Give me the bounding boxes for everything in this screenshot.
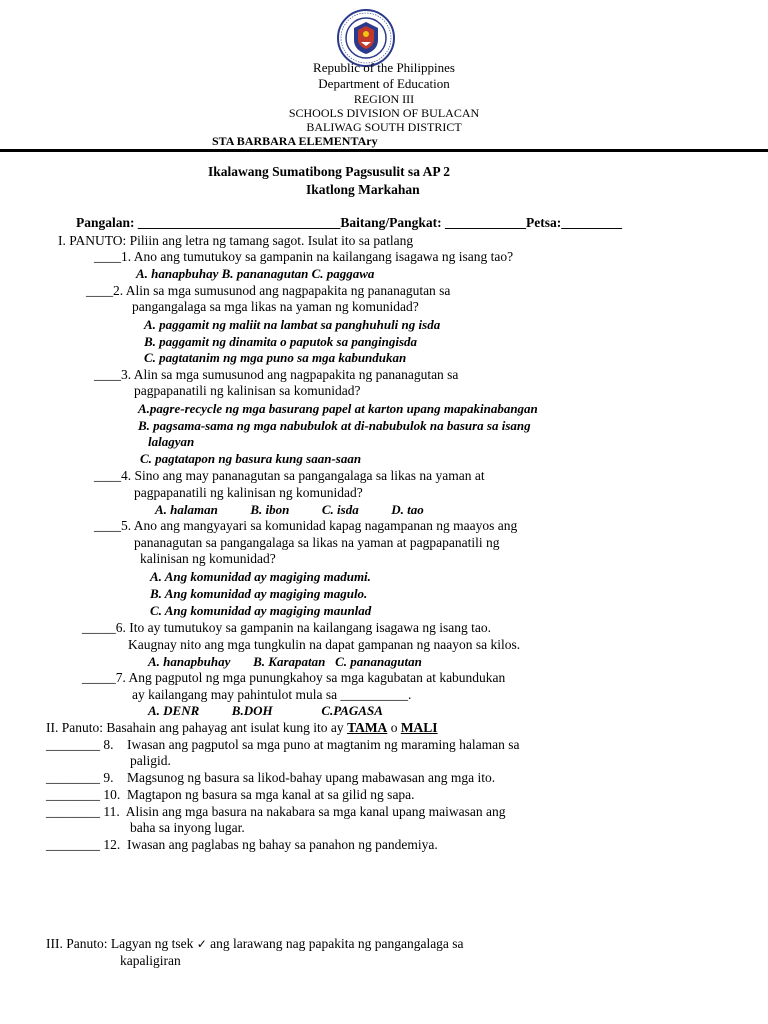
question-1-options: A. hanapbuhay B. pananagutan C. paggawa <box>136 266 375 281</box>
question-3-option-b: B. pagsama-sama ng mga nabubulok at di-nabubulok na basura sa isang <box>138 418 531 433</box>
question-3-cont: pagpapanatili ng kalinisan sa komunidad? <box>134 383 361 398</box>
question-3: ____3. Alin sa mga sumusunod ang nagpapakita ng pananagutan sa <box>94 367 459 382</box>
question-2-option-c: C. pagtatanim ng mga puno sa mga kabundukan <box>144 350 407 365</box>
header-school: STA BARBARA ELEMENTAry <box>212 134 378 148</box>
question-2-option-b: B. paggamit ng dinamita o paputok sa pangingisda <box>144 334 418 349</box>
question-5-option-a: A. Ang komunidad ay magiging madumi. <box>150 569 371 584</box>
header-division: SCHOOLS DIVISION OF BULACAN <box>288 106 480 120</box>
header-republic: Republic of the Philippines <box>313 60 455 75</box>
question-3-option-a: A.pagre-recycle ng mga basurang papel at karton upang mapakinabangan <box>138 401 538 416</box>
question-7-cont: ay kailangang may pahintulot mula sa __________. <box>132 687 412 702</box>
question-7-options: A. DENR B.DOH C.PAGASA <box>148 703 383 718</box>
section3-instruction-text-2: ang larawang nag papakita ng pangangalaga sa <box>206 936 464 951</box>
question-5: ____5. Ano ang mangyayari sa komunidad kapag nagampanan ng maayos ang <box>94 518 518 533</box>
student-info-line: Pangalan: ______________________________Baitang/Pangkat: ____________Petsa:_________ <box>76 215 623 230</box>
section2-instruction-text: II. Panuto: Basahain ang pahayag ant isulat kung ito ay <box>46 720 348 735</box>
question-4: ____4. Sino ang may pananagutan sa pangangalaga sa likas na yaman at <box>94 468 485 483</box>
exam-title: Ikalawang Sumatibong Pagsusulit sa AP 2 <box>208 164 450 179</box>
question-2-cont: pangangalaga sa mga likas na yaman ng komunidad? <box>132 299 419 314</box>
question-9: ________ 9. Magsunog ng basura sa likod-bahay upang mabawasan ang mga ito. <box>46 770 496 785</box>
question-8: ________ 8. Iwasan ang pagputol sa mga puno at magtanim ng maraming halaman sa <box>46 737 520 752</box>
question-4-cont: pagpapanatili ng kalinisan ng komunidad? <box>134 485 363 500</box>
question-10: ________ 10. Magtapon ng basura sa mga kanal at sa gilid ng sapa. <box>46 787 415 802</box>
section3-instruction-cont: kapaligiran <box>120 953 181 968</box>
question-6: _____6. Ito ay tumutukoy sa gampanin na kailangang isagawa ng isang tao. <box>82 620 492 635</box>
question-12: ________ 12. Iwasan ang paglabas ng bahay sa panahon ng pandemiya. <box>46 837 438 852</box>
question-5-cont2: kalinisan ng komunidad? <box>140 551 276 566</box>
section3-instruction-text: III. Panuto: Lagyan ng tsek <box>46 936 197 951</box>
question-6-cont: Kaugnay nito ang mga tungkulin na dapat gampanan ng naayon sa kilos. <box>128 637 521 652</box>
question-4-options: A. halaman B. ibon C. isda D. tao <box>155 502 424 517</box>
question-8-cont: paligid. <box>130 753 171 768</box>
tama-label: TAMA <box>347 720 388 735</box>
question-2-option-a: A. paggamit ng maliit na lambat sa panghuhuli ng isda <box>144 317 441 332</box>
section2-instruction <box>46 720 438 736</box>
header-region: REGION III <box>353 92 415 106</box>
question-3-option-c: C. pagtatapon ng basura kung saan-saan <box>140 451 362 466</box>
exam-subtitle: Ikatlong Markahan <box>306 182 420 197</box>
header-district: BALIWAG SOUTH DISTRICT <box>306 120 462 134</box>
header-divider <box>0 149 768 152</box>
question-7: _____7. Ang pagputol ng mga punungkahoy sa mga kagubatan at kabundukan <box>82 670 506 685</box>
section3-instruction <box>46 936 464 952</box>
question-11: ________ 11. Alisin ang mga basura na nakabara sa mga kanal upang maiwasan ang <box>46 804 506 819</box>
deped-seal-logo <box>336 8 396 68</box>
section1-instruction: I. PANUTO: Piliin ang letra ng tamang sagot. Isulat ito sa patlang <box>58 233 414 248</box>
question-2: ____2. Alin sa mga sumusunod ang nagpapakita ng pananagutan sa <box>86 283 451 298</box>
question-6-options: A. hanapbuhay B. Karapatan C. pananagutan <box>148 654 422 669</box>
or-label: o <box>387 720 401 735</box>
question-5-option-b: B. Ang komunidad ay magiging magulo. <box>150 586 368 601</box>
question-5-cont: pananagutan sa pangangalaga sa likas na yaman at pagpapanatili ng <box>134 535 500 550</box>
question-1: ____1. Ano ang tumutukoy sa gampanin na kailangang isagawa ng isang tao? <box>94 249 514 264</box>
question-5-option-c: C. Ang komunidad ay magiging maunlad <box>150 603 372 618</box>
question-3-option-b-cont: lalagyan <box>148 434 195 449</box>
question-11-cont: baha sa inyong lugar. <box>130 820 245 835</box>
header-department: Department of Education <box>318 76 450 91</box>
checkmark-icon: ✓ <box>196 937 207 951</box>
mali-label: MALI <box>400 720 438 735</box>
